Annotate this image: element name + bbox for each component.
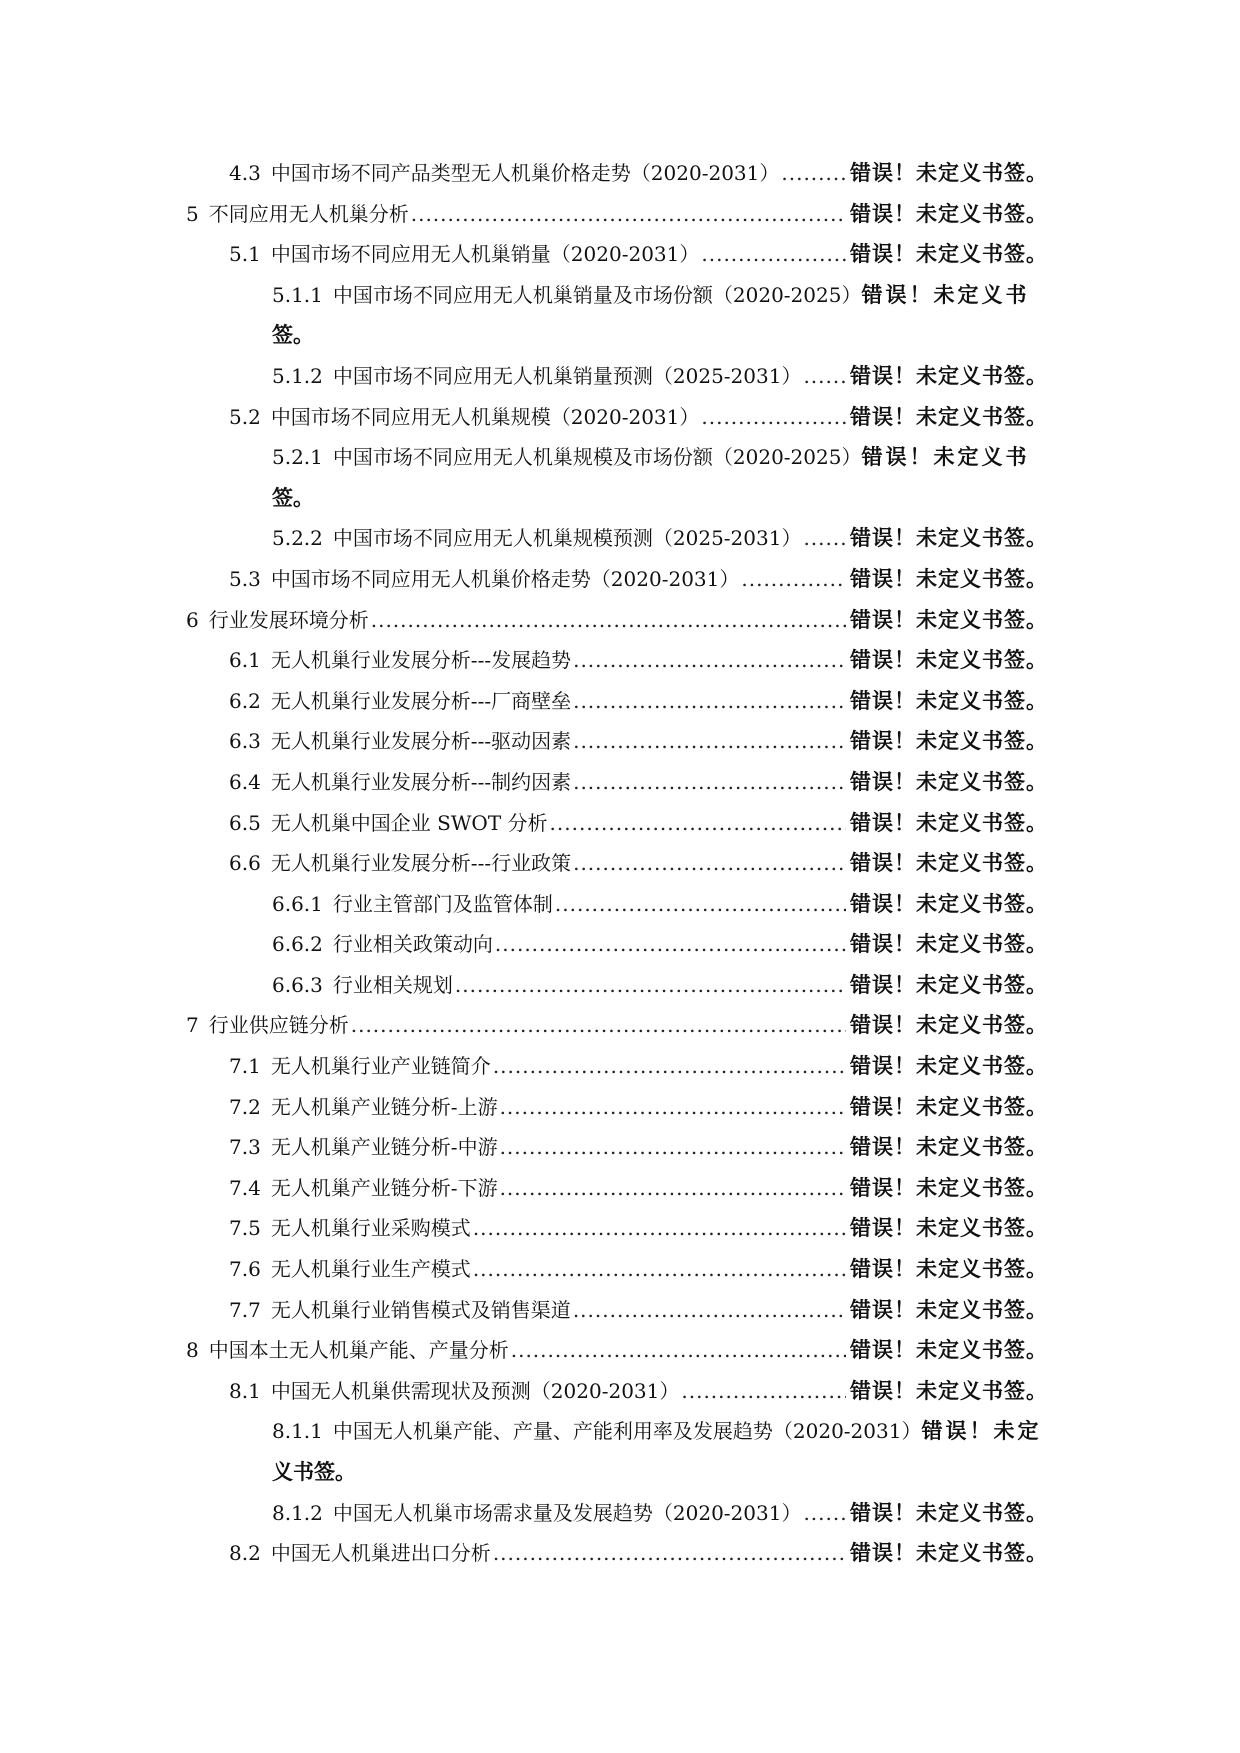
toc-entry-page-ref: 错误！未定义书签。 <box>850 851 1048 876</box>
toc-entry-number: 7.1 <box>229 1054 261 1079</box>
toc-entry-line <box>272 275 1048 316</box>
toc-entry-line <box>272 1411 1048 1452</box>
toc-entry-line <box>229 640 1048 681</box>
toc-entry-number: 6.6.3 <box>272 972 323 997</box>
toc-entry[interactable] <box>0 1533 1240 1574</box>
toc-entry-page-ref-continued: 义书签。 <box>272 1460 356 1484</box>
toc-entry-page-ref: 错误！未定义书签。 <box>850 1500 1048 1525</box>
toc-entry-title: 无人机巢产业链分析-中游 <box>270 1135 498 1160</box>
toc-entry-line <box>229 397 1048 438</box>
toc-entry-number: 4.3 <box>229 161 261 185</box>
toc-entry-number: 7.4 <box>229 1175 261 1200</box>
toc-dot-leader <box>803 518 846 559</box>
toc-entry-page-ref: 错误！未定义书签。 <box>850 1257 1048 1282</box>
toc-dot-leader <box>803 1493 846 1534</box>
toc-entry[interactable] <box>0 437 1240 518</box>
toc-entry-line <box>229 721 1048 762</box>
toc-entry[interactable] <box>0 1208 1240 1249</box>
toc-entry-page-ref: 错误！未定义书签。 <box>850 1175 1048 1200</box>
toc-entry-number: 6.5 <box>229 810 261 835</box>
toc-entry-number: 5.3 <box>229 566 261 591</box>
toc-entry-page-ref: 错误！未定义书签。 <box>850 1297 1048 1322</box>
toc-entry[interactable] <box>0 1371 1240 1412</box>
toc-entry-title: 中国本土无人机巢产能、产量分析 <box>208 1338 509 1363</box>
toc-entry-number: 6.6.2 <box>272 932 323 957</box>
toc-entry-page-ref: 错误！未定义书签。 <box>850 1013 1048 1038</box>
toc-entry-line <box>272 437 1048 478</box>
toc-entry-number: 7 <box>186 1013 199 1038</box>
toc-entry[interactable] <box>0 843 1240 884</box>
toc-entry-number: 5.1.2 <box>272 363 323 388</box>
toc-entry-page-ref: 错误！未定义书签。 <box>850 526 1048 551</box>
toc-entry[interactable] <box>0 1127 1240 1168</box>
toc-dot-leader <box>573 640 846 681</box>
toc-entry-page-ref: 错误！未定义书 <box>861 445 1030 470</box>
toc-entry[interactable] <box>0 803 1240 844</box>
toc-dot-leader <box>573 681 846 722</box>
toc-entry-line <box>229 234 1048 275</box>
toc-entry-line <box>229 803 1048 844</box>
toc-entry-title: 无人机巢行业发展分析---驱动因素 <box>270 729 572 754</box>
toc-entry-title: 中国市场不同应用无人机巢销量预测（2025-2031） <box>332 363 802 388</box>
toc-entry-title: 无人机巢行业发展分析---厂商壁垒 <box>270 688 572 713</box>
toc-entry-title: 行业主管部门及监管体制 <box>332 891 553 916</box>
toc-dot-leader <box>555 884 846 925</box>
toc-entry-page-ref: 错误！未定义书签。 <box>850 972 1048 997</box>
toc-dot-leader <box>473 1249 846 1290</box>
toc-entry-line <box>186 1330 1048 1371</box>
toc-entry-line <box>229 681 1048 722</box>
toc-entry-number: 8.1 <box>229 1378 261 1403</box>
toc-entry-number: 7.6 <box>229 1257 261 1282</box>
toc-entry[interactable] <box>0 1168 1240 1209</box>
toc-entry[interactable] <box>0 681 1240 722</box>
toc-entry-number: 5.2.2 <box>272 526 323 551</box>
toc-dot-leader <box>741 559 846 600</box>
toc-entry-title: 无人机巢行业生产模式 <box>270 1257 471 1282</box>
toc-entry-page-ref: 错误！未定义书签。 <box>850 1216 1048 1241</box>
toc-entry-title: 中国市场不同应用无人机巢规模及市场份额（2020-2025） <box>332 445 862 470</box>
toc-entry-page-ref: 错误！未定义书签。 <box>850 607 1048 632</box>
toc-entry[interactable] <box>0 559 1240 600</box>
toc-entry-number: 5.1 <box>229 242 261 267</box>
toc-entry-page-ref: 错误！未定义书 <box>861 282 1030 307</box>
toc-dot-leader <box>781 153 846 194</box>
toc-entry[interactable] <box>0 1411 1240 1492</box>
toc-entry[interactable] <box>0 640 1240 681</box>
toc-entry-page-ref: 错误！未定义书签。 <box>850 161 1048 185</box>
toc-entry-line <box>229 1371 1048 1412</box>
toc-entry-line <box>229 1127 1048 1168</box>
toc-entry-number: 5.2 <box>229 404 261 429</box>
toc-entry-line <box>229 1533 1048 1574</box>
toc-entry-line <box>229 1046 1048 1087</box>
toc-entry-number: 7.3 <box>229 1135 261 1160</box>
toc-entry-title: 无人机巢产业链分析-下游 <box>270 1175 498 1200</box>
toc-entry[interactable] <box>0 397 1240 438</box>
toc-entry-title: 无人机巢产业链分析-上游 <box>270 1094 498 1119</box>
toc-entry-title: 行业供应链分析 <box>208 1013 349 1038</box>
toc-entry-number: 7.2 <box>229 1094 261 1119</box>
toc-entry-number: 6.1 <box>229 648 261 673</box>
toc-entry[interactable] <box>0 1330 1240 1371</box>
toc-entry-line <box>229 762 1048 803</box>
table-of-contents <box>0 153 1240 1574</box>
toc-entry-title: 无人机巢中国企业 SWOT 分析 <box>270 810 548 835</box>
toc-dot-leader <box>573 762 846 803</box>
toc-entry-number: 7.7 <box>229 1297 261 1322</box>
toc-entry-title: 无人机巢行业销售模式及销售渠道 <box>270 1297 571 1322</box>
toc-dot-leader <box>573 843 846 884</box>
toc-entry[interactable] <box>0 762 1240 803</box>
toc-entry-page-ref: 错误！未定义书签。 <box>850 769 1048 794</box>
toc-entry-line <box>186 600 1048 641</box>
toc-entry-page-ref: 错误！未定义书签。 <box>850 1135 1048 1160</box>
toc-entry-page-ref: 错误！未定义书签。 <box>850 201 1048 226</box>
toc-entry-title: 无人机巢行业发展分析---制约因素 <box>270 769 572 794</box>
toc-entry-page-ref: 错误！未定义书签。 <box>850 648 1048 673</box>
toc-entry[interactable] <box>0 194 1240 235</box>
toc-entry-title: 中国市场不同产品类型无人机巢价格走势（2020-2031） <box>270 161 780 185</box>
toc-entry-title: 无人机巢行业采购模式 <box>270 1216 471 1241</box>
toc-entry[interactable] <box>0 153 1240 194</box>
toc-entry-number: 8 <box>186 1338 199 1363</box>
toc-entry-title: 行业发展环境分析 <box>208 607 369 632</box>
toc-entry-title: 中国市场不同应用无人机巢规模预测（2025-2031） <box>332 526 802 551</box>
toc-entry-title: 无人机巢行业发展分析---发展趋势 <box>270 648 572 673</box>
toc-dot-leader <box>500 1168 846 1209</box>
toc-entry-page-ref: 错误！未定义书签。 <box>850 729 1048 754</box>
toc-entry-number: 6.3 <box>229 729 261 754</box>
toc-entry-line <box>272 1493 1048 1534</box>
toc-entry[interactable] <box>0 518 1240 559</box>
toc-entry-number: 6.6.1 <box>272 891 323 916</box>
toc-entry-page-ref: 错误！未定义书签。 <box>850 566 1048 591</box>
toc-entry[interactable] <box>0 1046 1240 1087</box>
toc-dot-leader <box>411 194 846 235</box>
toc-entry-title: 中国市场不同应用无人机巢销量及市场份额（2020-2025） <box>332 282 862 307</box>
toc-entry[interactable] <box>0 1493 1240 1534</box>
toc-entry-number: 8.1.1 <box>272 1419 323 1444</box>
toc-entry-page-ref: 错误！未定义书签。 <box>850 1541 1048 1566</box>
toc-entry-title: 中国市场不同应用无人机巢价格走势（2020-2031） <box>270 566 740 591</box>
toc-entry-number: 8.2 <box>229 1541 261 1566</box>
toc-entry-line <box>229 843 1048 884</box>
toc-entry-line <box>272 356 1048 397</box>
toc-entry[interactable] <box>0 965 1240 1006</box>
toc-entry-page-ref: 错误！未定义书签。 <box>850 1378 1048 1403</box>
toc-entry-page-ref: 错误！未定义书签。 <box>850 1338 1048 1363</box>
toc-entry-line <box>229 1290 1048 1331</box>
toc-entry-line <box>272 965 1048 1006</box>
toc-entry-number: 8.1.2 <box>272 1500 323 1525</box>
toc-dot-leader <box>371 600 846 641</box>
toc-entry-page-ref-continued: 签。 <box>272 323 314 348</box>
toc-entry[interactable] <box>0 1249 1240 1290</box>
toc-entry-page-ref: 错误！未定义书签。 <box>850 891 1048 916</box>
toc-entry-line <box>229 1208 1048 1249</box>
toc-entry[interactable] <box>0 275 1240 356</box>
toc-entry-number: 7.5 <box>229 1216 261 1241</box>
toc-dot-leader <box>351 1005 846 1046</box>
toc-entry-number: 5 <box>186 201 199 226</box>
toc-entry[interactable] <box>0 884 1240 925</box>
toc-entry-page-ref-continued: 签。 <box>272 485 314 510</box>
toc-entry-page-ref: 错误！未定义书签。 <box>850 404 1048 429</box>
toc-entry-line <box>229 559 1048 600</box>
toc-dot-leader <box>473 1208 846 1249</box>
toc-entry-page-ref: 错误！未定义书签。 <box>850 932 1048 957</box>
toc-dot-leader <box>495 924 846 965</box>
toc-entry-page-ref: 错误！未定义书签。 <box>850 810 1048 835</box>
toc-entry-number: 5.1.1 <box>272 282 323 307</box>
toc-entry-line <box>229 1249 1048 1290</box>
toc-entry-line <box>272 518 1048 559</box>
toc-entry-line <box>229 1168 1048 1209</box>
toc-entry-title: 中国无人机巢市场需求量及发展趋势（2020-2031） <box>332 1500 802 1525</box>
toc-entry-page-ref: 错误！未定义书签。 <box>850 1054 1048 1079</box>
toc-entry-page-ref: 错误！未定义书签。 <box>850 688 1048 713</box>
toc-dot-leader <box>511 1330 846 1371</box>
toc-entry-page-ref: 错误！未定义书签。 <box>850 242 1048 267</box>
toc-dot-leader <box>681 1371 846 1412</box>
toc-entry-title: 中国市场不同应用无人机巢规模（2020-2031） <box>270 404 700 429</box>
toc-entry-title: 中国无人机巢供需现状及预测（2020-2031） <box>270 1378 680 1403</box>
toc-dot-leader <box>493 1533 846 1574</box>
toc-entry-line <box>229 1087 1048 1128</box>
toc-entry[interactable] <box>0 234 1240 275</box>
toc-entry-line <box>272 924 1048 965</box>
toc-dot-leader <box>500 1127 846 1168</box>
toc-entry-line <box>186 1005 1048 1046</box>
toc-entry-title: 无人机巢行业发展分析---行业政策 <box>270 851 572 876</box>
toc-entry-number: 6.6 <box>229 851 261 876</box>
toc-entry-line <box>186 194 1048 235</box>
toc-entry-number: 5.2.1 <box>272 445 323 470</box>
toc-entry-title: 无人机巢行业产业链简介 <box>270 1054 491 1079</box>
toc-dot-leader <box>550 803 846 844</box>
toc-entry-line <box>229 153 1048 194</box>
toc-entry-title: 中国市场不同应用无人机巢销量（2020-2031） <box>270 242 700 267</box>
toc-dot-leader <box>803 356 846 397</box>
toc-entry-number: 6 <box>186 607 199 632</box>
toc-entry-line <box>272 884 1048 925</box>
toc-dot-leader <box>500 1087 846 1128</box>
toc-entry-page-ref: 错误！未定义书签。 <box>850 1094 1048 1119</box>
toc-entry[interactable] <box>0 1005 1240 1046</box>
toc-entry-title: 行业相关政策动向 <box>332 932 493 957</box>
toc-entry-title: 行业相关规划 <box>332 972 453 997</box>
toc-entry-number: 6.4 <box>229 769 261 794</box>
toc-entry[interactable] <box>0 721 1240 762</box>
toc-dot-leader <box>701 234 846 275</box>
toc-entry-title: 中国无人机巢产能、产量、产能利用率及发展趋势（2020-2031） <box>332 1419 922 1444</box>
toc-dot-leader <box>701 397 846 438</box>
toc-dot-leader <box>493 1046 846 1087</box>
toc-entry-number: 6.2 <box>229 688 261 713</box>
toc-dot-leader <box>573 721 846 762</box>
toc-dot-leader <box>455 965 846 1006</box>
toc-entry[interactable] <box>0 600 1240 641</box>
toc-entry[interactable] <box>0 924 1240 965</box>
toc-dot-leader <box>573 1290 846 1331</box>
toc-entry-title: 中国无人机巢进出口分析 <box>270 1541 491 1566</box>
toc-entry-page-ref: 错误！未定义书签。 <box>850 363 1048 388</box>
toc-entry[interactable] <box>0 1290 1240 1331</box>
toc-entry[interactable] <box>0 356 1240 397</box>
toc-entry-page-ref: 错误！未定 <box>921 1419 1042 1444</box>
toc-entry[interactable] <box>0 1087 1240 1128</box>
toc-entry-title: 不同应用无人机巢分析 <box>208 201 409 226</box>
